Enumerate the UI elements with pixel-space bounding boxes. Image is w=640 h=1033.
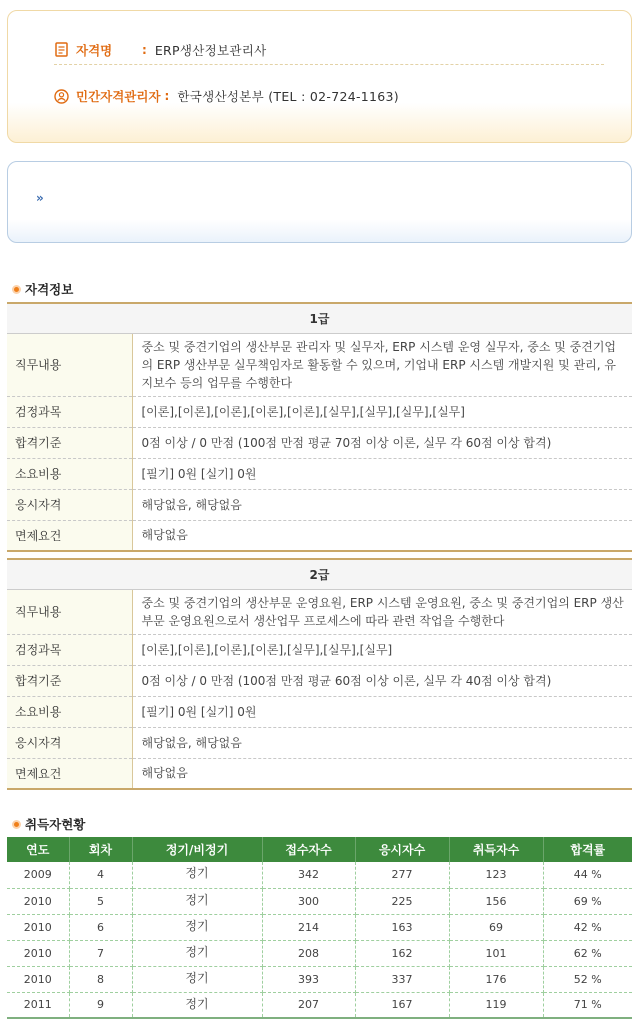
table-cell: 69 %	[543, 888, 632, 914]
table-row	[7, 914, 632, 940]
table-cell: 119	[449, 992, 543, 1018]
table-cell: 342	[262, 862, 355, 888]
row-label: 검정과목	[7, 396, 132, 427]
table-row	[7, 940, 632, 966]
grade-title: 2급	[7, 559, 632, 589]
table-cell: 156	[449, 888, 543, 914]
table-cell: 8	[69, 966, 132, 992]
qualification-manager-value: 한국생산성본부 (TEL : 02-724-1163)	[177, 89, 399, 104]
table-cell: 162	[355, 940, 449, 966]
section-title-qualification-info	[12, 280, 73, 298]
table-cell: 393	[262, 966, 355, 992]
table-row	[7, 758, 632, 789]
table-cell: 42 %	[543, 914, 632, 940]
section-title-text: 취득자현황	[25, 817, 86, 832]
table-row	[7, 589, 632, 634]
row-label: 응시자격	[7, 489, 132, 520]
table-cell: 214	[262, 914, 355, 940]
table-cell: 176	[449, 966, 543, 992]
row-label: 직무내용	[7, 589, 132, 634]
table-cell: 207	[262, 992, 355, 1018]
document-icon	[54, 42, 69, 57]
row-value: [필기] 0원 [실기] 0원	[132, 696, 632, 727]
table-cell: 2010	[7, 888, 69, 914]
row-value: 0점 이상 / 0 만점 (100점 만점 평균 70점 이상 이론, 실무 각 60점 이상 합격)	[132, 427, 632, 458]
table-cell: 7	[69, 940, 132, 966]
column-header: 응시자수	[355, 837, 449, 862]
table-row	[7, 862, 632, 888]
qualification-name-label: 자격명	[76, 42, 113, 58]
row-label: 면제요건	[7, 758, 132, 789]
table-cell: 69	[449, 914, 543, 940]
table-cell: 정기	[132, 940, 262, 966]
acquirers-table-body	[7, 862, 632, 1018]
row-value: 해당없음, 해당없음	[132, 489, 632, 520]
table-cell: 277	[355, 862, 449, 888]
row-value: 중소 및 중견기업의 생산부문 운영요원, ERP 시스템 운영요원, 중소 및 중견기업의 ERP 생산부문 운영요원으로서 생산업무 프로세스에 따라 관련 작업을 수행한다	[132, 589, 632, 634]
column-header: 접수자수	[262, 837, 355, 862]
table-cell: 167	[355, 992, 449, 1018]
table-cell: 정기	[132, 966, 262, 992]
qualification-manager-label: 민간자격관리자	[76, 89, 161, 104]
row-label: 직무내용	[7, 333, 132, 396]
table-cell: 정기	[132, 914, 262, 940]
qualification-info-card	[7, 10, 632, 143]
acquirers-table	[7, 837, 632, 1019]
row-label: 검정과목	[7, 634, 132, 665]
row-label: 합격기준	[7, 665, 132, 696]
row-value: 해당없음, 해당없음	[132, 727, 632, 758]
row-value: 중소 및 중견기업의 생산부문 관리자 및 실무자, ERP 시스템 운영 실무자, 중소 및 중견기업의 ERP 생산부문 실무책임자로 활동할 수 있으며, 기업내 ERP 시스템 개발지원 및 관리, 유지보수 등의 업무를 수행한다	[132, 333, 632, 396]
table-cell: 101	[449, 940, 543, 966]
person-icon	[54, 89, 69, 104]
table-row	[7, 992, 632, 1018]
table-cell: 2010	[7, 940, 69, 966]
table-cell: 71 %	[543, 992, 632, 1018]
row-value: 해당없음	[141, 528, 188, 543]
table-row	[7, 520, 632, 551]
table-cell: 정기	[132, 992, 262, 1018]
colon: :	[142, 42, 147, 57]
bullet-icon	[12, 285, 21, 294]
row-value: [이론],[이론],[이론],[이론],[실무],[실무],[실무]	[132, 634, 632, 665]
table-row	[7, 696, 632, 727]
table-cell: 300	[262, 888, 355, 914]
colon: :	[164, 89, 170, 103]
table-cell: 2009	[7, 862, 69, 888]
table-cell: 225	[355, 888, 449, 914]
table-row	[7, 727, 632, 758]
table-row	[7, 634, 632, 665]
row-value: [필기] 0원 [실기] 0원	[132, 458, 632, 489]
grade-1-table	[7, 302, 632, 552]
table-header-row	[7, 837, 632, 862]
grade-title: 1급	[7, 303, 632, 333]
column-header: 합격률	[543, 837, 632, 862]
table-cell: 6	[69, 914, 132, 940]
table-row	[7, 458, 632, 489]
column-header: 회차	[69, 837, 132, 862]
row-value: 해당없음	[141, 766, 188, 781]
table-cell: 337	[355, 966, 449, 992]
section-title-text: 자격정보	[25, 282, 74, 297]
table-cell: 208	[262, 940, 355, 966]
table-row	[7, 888, 632, 914]
qualification-name-value: ERP생산정보관리사	[154, 42, 267, 58]
bullet-icon	[12, 820, 21, 829]
table-row	[7, 396, 632, 427]
table-row	[7, 333, 632, 396]
qualification-name-row	[54, 35, 604, 65]
table-cell: 2011	[7, 992, 69, 1018]
table-cell: 44 %	[543, 862, 632, 888]
section-title-acquirers	[12, 815, 85, 833]
row-label: 소요비용	[7, 696, 132, 727]
column-header: 연도	[7, 837, 69, 862]
table-row	[7, 427, 632, 458]
table-cell: 123	[449, 862, 543, 888]
row-label: 합격기준	[7, 427, 132, 458]
row-label: 응시자격	[7, 727, 132, 758]
table-cell: 정기	[132, 862, 262, 888]
table-cell: 62 %	[543, 940, 632, 966]
table-cell: 9	[69, 992, 132, 1018]
row-value: [이론],[이론],[이론],[이론],[이론],[실무],[실무],[실무],[실무]	[132, 396, 632, 427]
table-row	[7, 489, 632, 520]
row-label: 소요비용	[7, 458, 132, 489]
table-cell: 52 %	[543, 966, 632, 992]
table-cell: 2010	[7, 966, 69, 992]
qualification-manager-row	[54, 81, 604, 111]
summary-bullet: »	[36, 191, 44, 205]
table-cell: 163	[355, 914, 449, 940]
column-header: 취득자수	[449, 837, 543, 862]
column-header: 정기/비정기	[132, 837, 262, 862]
table-cell: 2010	[7, 914, 69, 940]
row-value: 0점 이상 / 0 만점 (100점 만점 평균 60점 이상 이론, 실무 각 40점 이상 합격)	[132, 665, 632, 696]
grade-2-table	[7, 558, 632, 790]
table-cell: 정기	[132, 888, 262, 914]
table-row	[7, 966, 632, 992]
row-label: 면제요건	[7, 520, 132, 551]
table-cell: 4	[69, 862, 132, 888]
table-row	[7, 665, 632, 696]
summary-box	[7, 161, 632, 243]
table-cell: 5	[69, 888, 132, 914]
